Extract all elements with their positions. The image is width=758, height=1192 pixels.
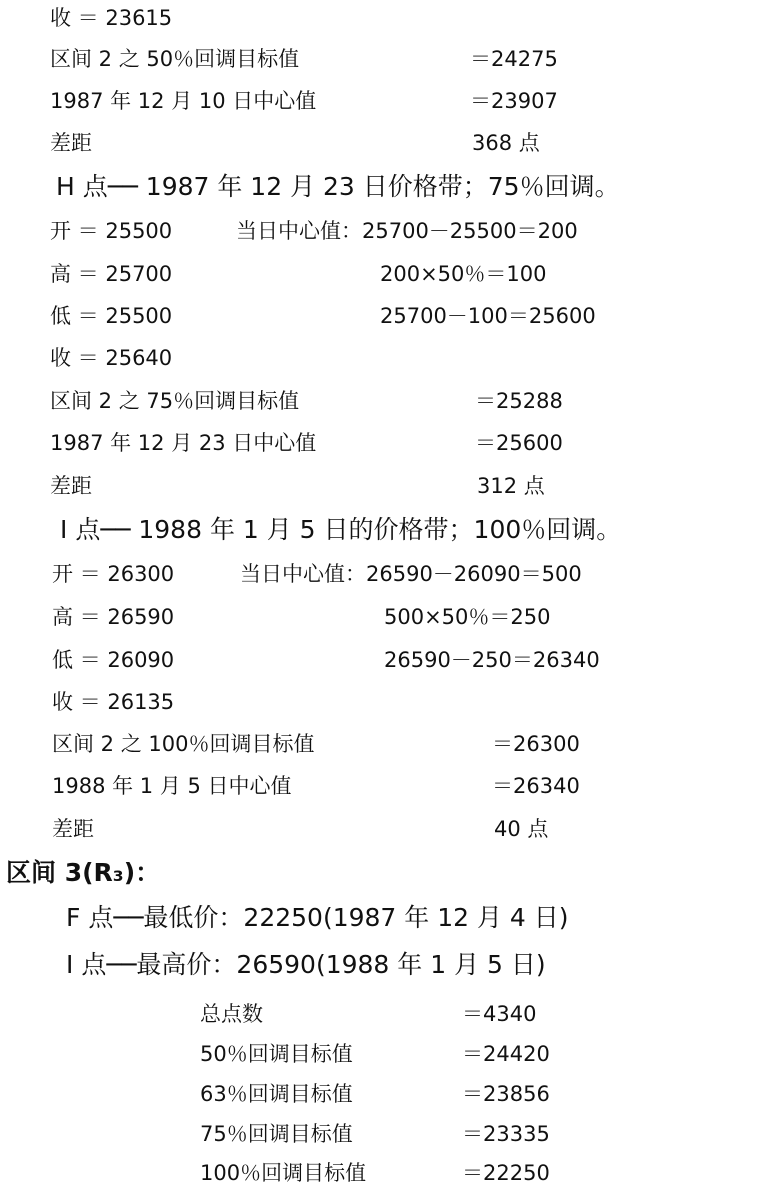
i-calc-1: 当日中心值：26590－26090＝500: [240, 562, 582, 586]
i-heading: I 点── 1988 年 1 月 5 日的价格带；100％回调。: [60, 515, 622, 544]
i-calc-2: 500×50％＝250: [384, 605, 551, 629]
h-close: 收 ＝ 25640: [50, 346, 173, 370]
g-mid-label: 1987 年 12 月 10 日中心值: [50, 89, 317, 113]
i-calc-3: 26590－250＝26340: [384, 648, 600, 672]
h-calc-2: 200×50％＝100: [380, 262, 547, 286]
r3-row-label: 总点数: [200, 1002, 263, 1026]
h-low: 低 ＝ 25500: [50, 304, 173, 328]
r3-row-label: 75％回调目标值: [200, 1122, 353, 1146]
r3-row-value: ＝24420: [462, 1042, 550, 1066]
i-close: 收 ＝ 26135: [52, 690, 175, 714]
section-3-point-f: F 点──最低价：22250(1987 年 12 月 4 日): [66, 903, 569, 932]
i-high: 高 ＝ 26590: [52, 605, 175, 629]
h-heading: H 点── 1987 年 12 月 23 日价格带；75％回调。: [56, 172, 620, 201]
h-high: 高 ＝ 25700: [50, 262, 173, 286]
h-open: 开 ＝ 25500: [50, 219, 173, 243]
section-3-point-i: I 点──最高价：26590(1988 年 1 月 5 日): [66, 950, 546, 979]
g-mid-value: ＝23907: [470, 89, 558, 113]
h-target-label: 区间 2 之 75％回调目标值: [50, 389, 300, 413]
h-gap-value: 312 点: [477, 474, 545, 498]
r3-row-value: ＝23856: [462, 1082, 550, 1106]
h-mid-label: 1987 年 12 月 23 日中心值: [50, 431, 317, 455]
g-target-label: 区间 2 之 50％回调目标值: [50, 47, 300, 71]
h-calc-1: 当日中心值：25700－25500＝200: [236, 219, 578, 243]
r3-row-value: ＝4340: [462, 1002, 537, 1026]
i-gap-value: 40 点: [494, 817, 549, 841]
r3-row-label: 100％回调目标值: [200, 1161, 367, 1185]
r3-row-label: 63％回调目标值: [200, 1082, 353, 1106]
g-gap-value: 368 点: [472, 131, 540, 155]
i-low: 低 ＝ 26090: [52, 648, 175, 672]
g-close: 收 ＝ 23615: [50, 6, 173, 30]
i-gap-label: 差距: [52, 817, 94, 841]
g-target-value: ＝24275: [470, 47, 558, 71]
i-target-label: 区间 2 之 100％回调目标值: [52, 732, 315, 756]
i-mid-label: 1988 年 1 月 5 日中心值: [52, 774, 292, 798]
g-gap-label: 差距: [50, 131, 92, 155]
i-target-value: ＝26300: [492, 732, 580, 756]
h-mid-value: ＝25600: [475, 431, 563, 455]
r3-row-value: ＝23335: [462, 1122, 550, 1146]
i-open: 开 ＝ 26300: [52, 562, 175, 586]
h-calc-3: 25700－100＝25600: [380, 304, 596, 328]
h-gap-label: 差距: [50, 474, 92, 498]
section-3-heading: 区间 3(R₃)：: [6, 858, 161, 887]
i-mid-value: ＝26340: [492, 774, 580, 798]
h-target-value: ＝25288: [475, 389, 563, 413]
r3-row-value: ＝22250: [462, 1161, 550, 1185]
r3-row-label: 50％回调目标值: [200, 1042, 353, 1066]
